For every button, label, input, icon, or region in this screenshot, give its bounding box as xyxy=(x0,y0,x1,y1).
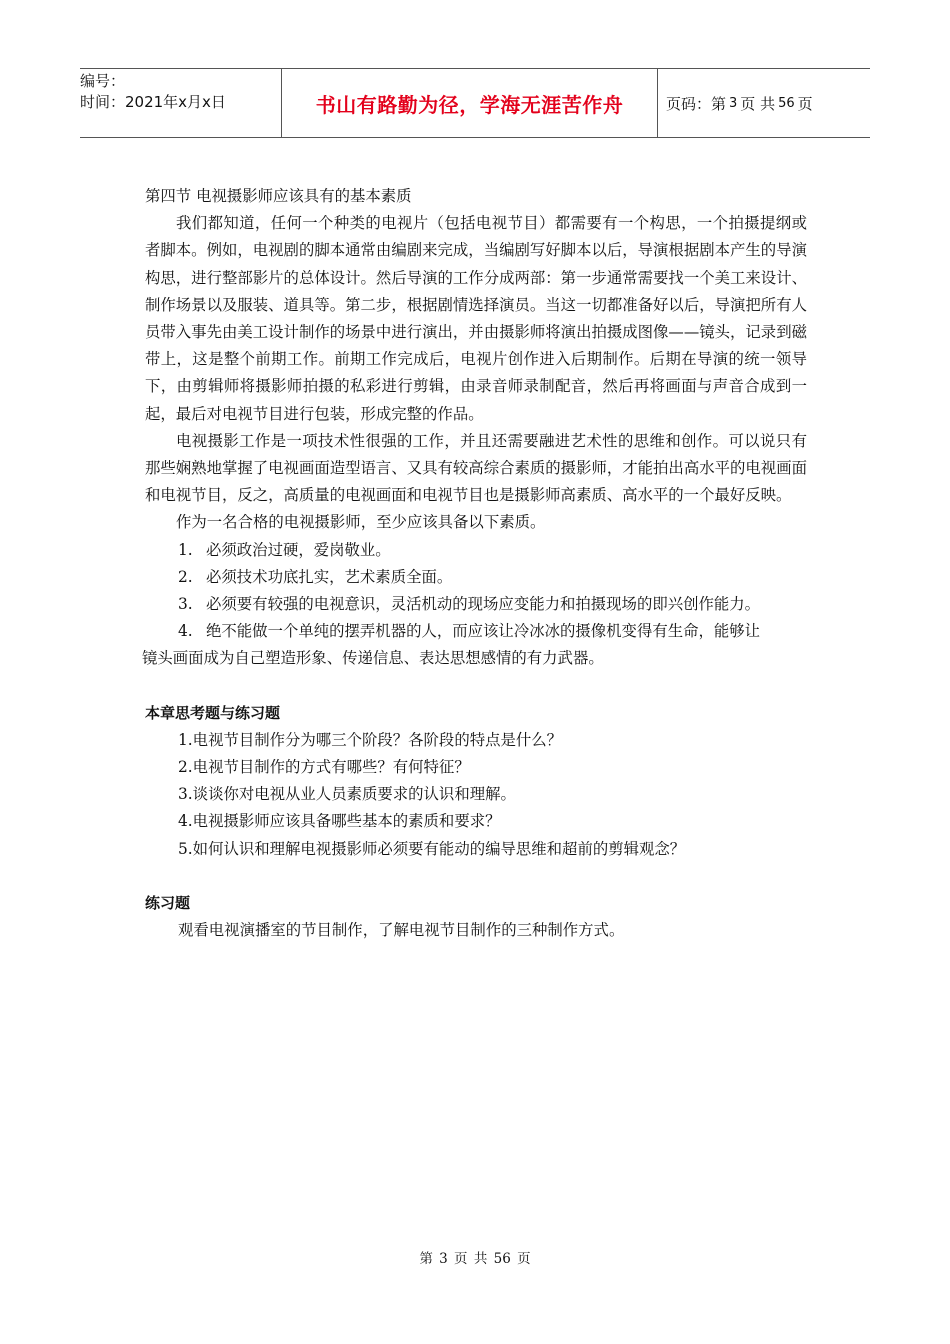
quality-item xyxy=(178,537,807,564)
quality-number: 2. xyxy=(178,567,193,586)
quality-number: 3. xyxy=(178,595,193,614)
header-page-info xyxy=(658,69,870,137)
page-mid: 页 共 xyxy=(740,94,776,113)
quality-item xyxy=(178,591,807,618)
header-meta xyxy=(80,69,282,137)
section-title: 第四节 电视摄影师应该具有的基本素质 xyxy=(145,187,412,205)
question-item: 1.电视节目制作分为哪三个阶段？各阶段的特点是什么？ xyxy=(178,730,563,749)
exercise-text: 观看电视演播室的节目制作，了解电视节目制作的三种制作方式。 xyxy=(178,921,625,940)
number-label: 编号： xyxy=(80,72,126,90)
question-item: 4.电视摄影师应该具备哪些基本的素质和要求？ xyxy=(178,812,501,831)
quality-number: 1. xyxy=(178,540,193,559)
header-motto: 书山有路勤为径，学海无涯苦作舟 xyxy=(282,69,658,137)
quality-item xyxy=(178,564,807,591)
time-label: 时间：2021年x月x日 xyxy=(80,93,226,111)
page-prefix: 页码：第 xyxy=(666,94,727,113)
quality-continuation: 镜头画面成为自己塑造形象、传递信息、表达思想感情的有力武器。 xyxy=(142,649,604,668)
page-total: 56 xyxy=(778,95,795,111)
paragraph: 作为一名合格的电视摄影师，至少应该具备以下素质。 xyxy=(176,513,546,532)
page-suffix: 页 xyxy=(797,94,813,113)
exercise-heading: 练习题 xyxy=(145,893,191,912)
question-item: 3.谈谈你对电视从业人员素质要求的认识和理解。 xyxy=(178,785,516,804)
page-current: 3 xyxy=(729,95,738,111)
questions-heading: 本章思考题与练习题 xyxy=(145,703,281,722)
page-footer: 第 3 页 共 56 页 xyxy=(419,1251,531,1267)
document-body xyxy=(142,183,807,944)
quality-number: 4. xyxy=(178,622,193,641)
paragraph: 电视摄影工作是一项技术性很强的工作，并且还需要融进艺术性的思维和创作。可以说只有那些娴熟地掌握了电视画面造型语言、又具有较高综合素质的摄影师，才能拍出高水平的电视画面和电视节目，反之，高质量的电视画面和电视节目也是摄影师高素质、高水平的一个最好反映。 xyxy=(145,431,807,505)
question-item: 5.如何认识和理解电视摄影师必须要有能动的编导思维和超前的剪辑观念？ xyxy=(178,839,686,858)
question-item: 2.电视节目制作的方式有哪些？有何特征？ xyxy=(178,758,470,777)
page-header xyxy=(80,68,870,138)
quality-text: 必须技术功底扎实，艺术素质全面。 xyxy=(206,567,453,586)
quality-text: 必须要有较强的电视意识，灵活机动的现场应变能力和拍摄现场的即兴创作能力。 xyxy=(206,595,761,614)
quality-item xyxy=(178,618,807,645)
quality-text: 必须政治过硬，爱岗敬业。 xyxy=(206,540,391,559)
quality-text: 绝不能做一个单纯的摆弄机器的人，而应该让冷冰冰的摄像机变得有生命，能够让 xyxy=(206,622,761,641)
paragraph: 我们都知道，任何一个种类的电视片（包括电视节目）都需要有一个构思，一个拍摄提纲或者脚本。例如，电视剧的脚本通常由编剧来完成，当编剧写好脚本以后，导演根据剧本产生的导演构思，进行整部影片的总体设计。然后导演的工作分成两部：第一步通常需要找一个美工来设计、制作场景以及服装、道具等。第二步，根据剧情选择演员。当这一切都准备好以后，导演把所有人员带入事先由美工设计制作的场景中进行演出，并由摄影师将演出拍摄成图像——镜头，记录到磁带上，这是整个前期工作。前期工作完成后，电视片创作进入后期制作。后期在导演的统一领导下，由剪辑师将摄影师拍摄的私彩进行剪辑，由录音师录制配音，然后再将画面与声音合成到一起，最后对电视节目进行包装，形成完整的作品。 xyxy=(145,214,807,423)
